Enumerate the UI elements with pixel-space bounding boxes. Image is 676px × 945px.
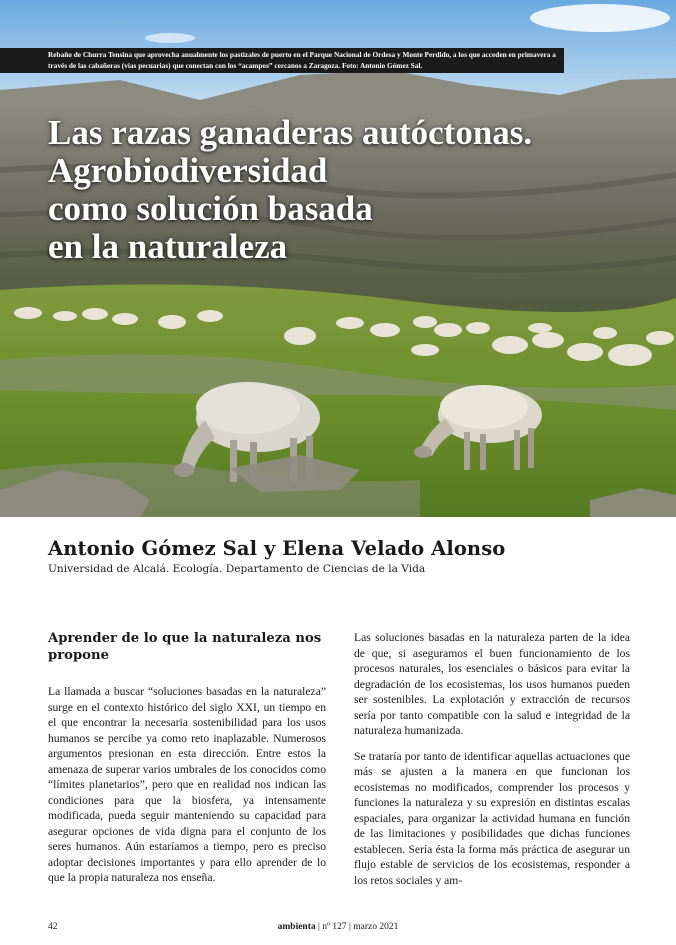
- title-line: Agrobiodiversidad: [48, 151, 328, 190]
- photo-caption: Rebaño de Churra Tensina que aprovecha anualmente los pastizales de puerto en el Parque Nacional de Ordesa y Monte Perdido, a los que acceden en primavera a través de las cabañeras (vías pecuarias) que conectan con los “acampos” cercanos a Zaragoza. Foto: Antonio Gómez Sal.: [0, 48, 564, 73]
- body-paragraph: La llamada a buscar “soluciones basadas en la naturaleza” surge en el contexto histórico del siglo XXI, un tiempo en el que encontrar la necesaria sostenibilidad para los usos humanos se percibe ya como reto inaplazable. Numerosos argumentos presionan en esta dirección. Entre estos la amenaza de superar varios umbrales de los conocidos como “límites planetarios”, pero que en realidad nos indican las condiciones para que la biosfera, ya intensamente modificada, pueda seguir manteniendo su capacidad para asegurar opciones de vida digna para el conjunto de los seres humanos. Aún estaríamos a tiempo, pero es preciso adoptar decisiones importantes y para ello aprender de lo que la propia naturaleza nos enseña.: [48, 685, 326, 884]
- column-left: [48, 630, 326, 896]
- journal-footer: [0, 922, 676, 932]
- title-line: Las razas ganaderas autóctonas.: [48, 113, 533, 152]
- body-paragraph: Se trataría por tanto de identificar aquellas actuaciones que más se ajusten a la manera en que funcionan los ecosistemas no modificados, comprender los procesos y funciones la naturaleza y su expresión en distintas escalas espaciales, para organizar la actividad humana en función de las limitaciones y posibilidades que dichas funciones establecen. Sería ésta la forma más práctica de asegurar un flujo estable de servicios de los ecosistemas, responder a los retos sociales y am-: [354, 749, 630, 887]
- article-authors: Antonio Gómez Sal y Elena Velado Alonso: [48, 537, 506, 560]
- title-line: como solución basada: [48, 189, 373, 228]
- journal-issue: | nº 127 | marzo 2021: [315, 922, 399, 932]
- section-heading: Aprender de lo que la naturaleza nos propone: [48, 631, 322, 663]
- column-right: [354, 630, 630, 898]
- author-affiliation: Universidad de Alcalá. Ecología. Departamento de Ciencias de la Vida: [48, 563, 426, 575]
- body-paragraph: Las soluciones basadas en la naturaleza parten de la idea de que, si aseguramos el buen funcionamiento de los procesos naturales, los esenciales o básicos para evitar la degradación de los ecosistemas, los usos humanos pueden ser sostenibles. La explotación y extracción de recursos sería por tanto compatible con la salud e integridad de la naturaleza humanizada.: [354, 631, 630, 737]
- article-title: [48, 114, 648, 266]
- page-number: 42: [48, 922, 58, 932]
- journal-name: ambienta: [277, 922, 316, 932]
- title-line: en la naturaleza: [48, 227, 288, 266]
